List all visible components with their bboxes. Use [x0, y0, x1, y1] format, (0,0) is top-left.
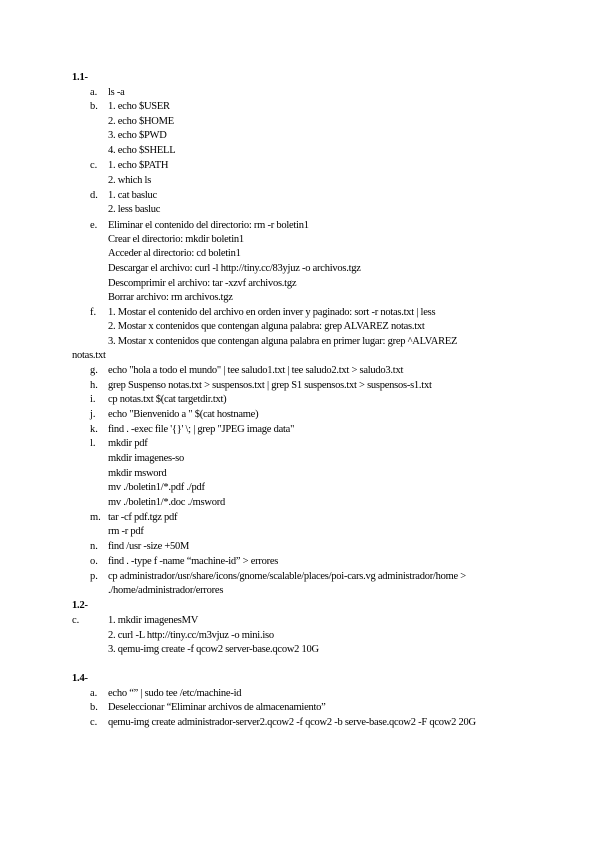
item-marker: c. — [90, 160, 98, 171]
item-line: cp administrador/usr/share/icons/gnome/scalable/places/poi-cars.vg administrador/home > — [108, 571, 466, 582]
item-line: 3. echo $PWD — [108, 130, 167, 141]
item-line: Acceder al directorio: cd boletin1 — [108, 248, 241, 259]
item-line: Crear el directorio: mkdir boletin1 — [108, 234, 244, 245]
item-line: ls -a — [108, 87, 125, 98]
section-heading-1-4: 1.4- — [72, 673, 88, 684]
item-marker: g. — [90, 365, 98, 376]
item-marker: b. — [90, 101, 98, 112]
item-marker: l. — [90, 438, 96, 449]
item-line: mkdir imagenes-so — [108, 453, 184, 464]
item-line: mkdir msword — [108, 468, 167, 479]
section-heading-1-2: 1.2- — [72, 600, 88, 611]
item-marker: p. — [90, 571, 98, 582]
item-line: 2. Mostar x contenidos que contengan alguna palabra: grep ALVAREZ notas.txt — [108, 321, 425, 332]
item-line: Eliminar el contenido del directorio: rm -r boletin1 — [108, 220, 309, 231]
item-line: notas.txt — [72, 350, 106, 361]
item-line: mv ./boletin1/*.pdf ./pdf — [108, 482, 205, 493]
item-marker: k. — [90, 424, 98, 435]
item-marker: i. — [90, 394, 96, 405]
item-line: find /usr -size +50M — [108, 541, 190, 552]
item-marker: j. — [90, 409, 96, 420]
section-heading-1-1: 1.1- — [72, 72, 88, 83]
item-line: tar -cf pdf.tgz pdf — [108, 512, 178, 523]
item-line: 2. curl -L http://tiny.cc/m3vjuz -o mini.iso — [108, 630, 274, 641]
item-line: Deseleccionar “Eliminar archivos de almacenamiento” — [108, 702, 326, 713]
item-marker: b. — [90, 702, 98, 713]
item-marker: o. — [90, 556, 98, 567]
item-line: 2. echo $HOME — [108, 116, 174, 127]
item-line: 3. qemu-img create -f qcow2 server-base.qcow2 10G — [108, 644, 319, 655]
item-line: ./home/administrador/errores — [108, 585, 224, 596]
item-line: 2. which ls — [108, 175, 152, 186]
item-line: cp notas.txt $(cat targetdir.txt) — [108, 394, 227, 405]
item-line: find . -exec file '{}' \; | grep "JPEG image data" — [108, 424, 295, 435]
item-line: 2. less basluc — [108, 204, 161, 215]
item-line: qemu-img create administrador-server2.qcow2 -f qcow2 -b serve-base.qcow2 -F qcow2 20G — [108, 717, 476, 728]
item-marker: c. — [72, 615, 80, 626]
item-line: Descomprimir el archivo: tar -xzvf archivos.tgz — [108, 278, 297, 289]
item-marker: a. — [90, 688, 98, 699]
item-marker: a. — [90, 87, 98, 98]
item-line: 1. cat basluc — [108, 190, 157, 201]
item-line: 1. Mostar el contenido del archivo en orden inver y paginado: sort -r notas.txt | less — [108, 307, 436, 318]
item-line: 1. echo $PATH — [108, 160, 169, 171]
item-line: find . -type f -name “machine-id” > errores — [108, 556, 279, 567]
item-marker: c. — [90, 717, 98, 728]
item-line: echo "Bienvenido a " $(cat hostname) — [108, 409, 259, 420]
item-marker: e. — [90, 220, 98, 231]
item-marker: m. — [90, 512, 101, 523]
item-marker: h. — [90, 380, 98, 391]
item-line: mkdir pdf — [108, 438, 148, 449]
item-marker: d. — [90, 190, 98, 201]
item-line: 4. echo $SHELL — [108, 145, 176, 156]
item-line: rm -r pdf — [108, 526, 144, 537]
item-line: Borrar archivo: rm archivos.tgz — [108, 292, 233, 303]
item-line: echo “” | sudo tee /etc/machine-id — [108, 688, 242, 699]
item-line: 3. Mostar x contenidos que contengan alguna palabra en primer lugar: grep ^ALVAREZ — [108, 336, 458, 347]
item-line: mv ./boletin1/*.doc ./msword — [108, 497, 225, 508]
item-line: echo "hola a todo el mundo" | tee saludo1.txt | tee saludo2.txt > saludo3.txt — [108, 365, 404, 376]
item-marker: f. — [90, 307, 97, 318]
item-line: 1. echo $USER — [108, 101, 170, 112]
item-line: Descargar el archivo: curl -l http://tiny.cc/83yjuz -o archivos.tgz — [108, 263, 361, 274]
item-marker: n. — [90, 541, 98, 552]
item-line: 1. mkdir imagenesMV — [108, 615, 199, 626]
item-line: grep Suspenso notas.txt > suspensos.txt | grep S1 suspensos.txt > suspensos-s1.txt — [108, 380, 432, 391]
